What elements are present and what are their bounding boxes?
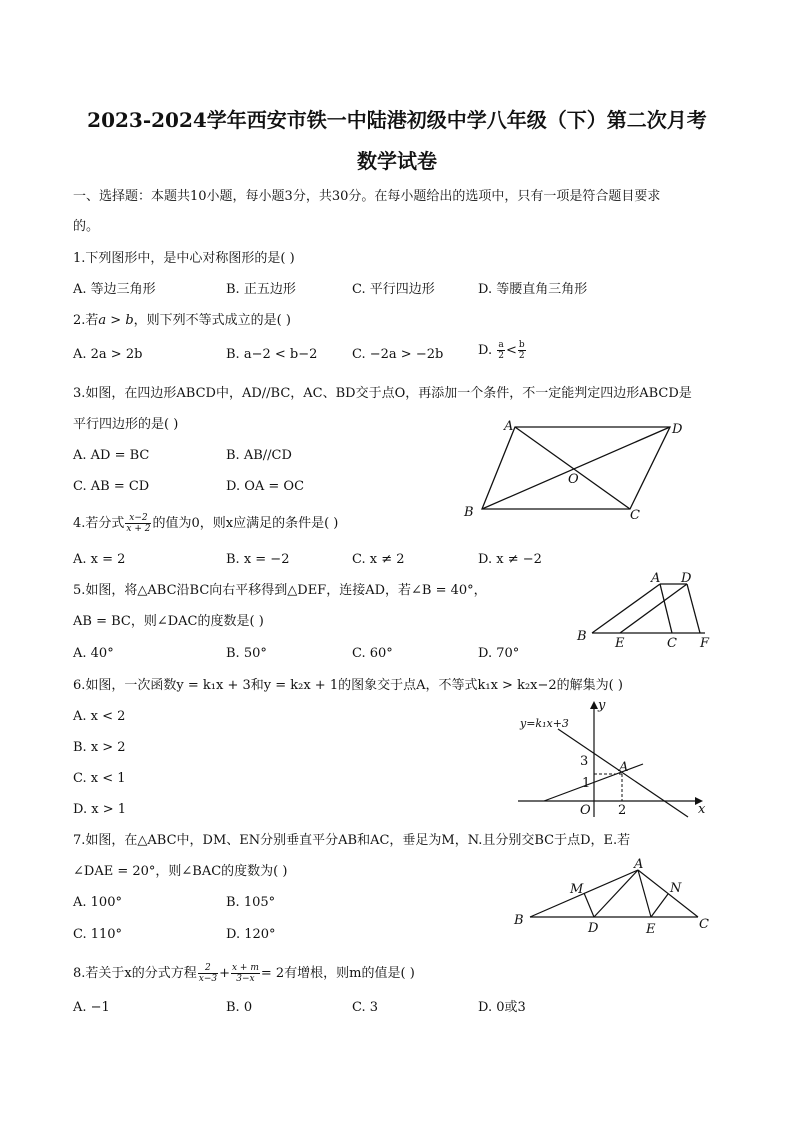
q7-option-b[interactable]: B. 105°: [226, 895, 276, 910]
q3-label-d: D: [672, 422, 683, 437]
q7-stem-cont: ∠DAE = 20°，则∠BAC的度数为( ): [73, 864, 288, 879]
q3-label-b: B: [464, 505, 474, 520]
q8-option-d[interactable]: D. 0或3: [478, 1000, 526, 1015]
section-instructions-cont: 的。: [73, 219, 100, 234]
q3-stem: 3.如图，在四边形ABCD中，AD//BC，AC、BD交于点O，再添加一个条件，不一定能判定四边形ABCD是: [73, 386, 692, 401]
q5-label-e: E: [615, 636, 625, 651]
page-subtitle: 数学试卷: [357, 149, 437, 173]
q2-option-a[interactable]: A. 2a > 2b: [73, 347, 143, 362]
q8-stem: 8.若关于x的分式方程 $\frac{2}{x-3}$ + $\frac{x + m}{3-x}$ = 2有增根，则m的值是( ): [73, 963, 415, 984]
q7-label-a: A: [634, 857, 644, 872]
q6-option-d[interactable]: D. x > 1: [73, 802, 126, 817]
q6-tick-3: 3: [580, 754, 589, 769]
q7-stem: 7.如图，在△ABC中，DM、EN分别垂直平分AB和AC，垂足为M，N.且分别交BC于点D，E.若: [73, 833, 631, 848]
page-title: 2023-2024学年西安市铁一中陆港初级中学八年级（下）第二次月考: [87, 108, 707, 132]
q4-option-b[interactable]: B. x = −2: [226, 552, 290, 567]
q4-option-d[interactable]: D. x ≠ −2: [478, 552, 542, 567]
q5-stem-cont: AB = BC，则∠DAC的度数是( ): [73, 614, 264, 629]
q7-label-e: E: [646, 922, 656, 937]
q5-stem: 5.如图，将△ABC沿BC向右平移得到△DEF，连接AD，若∠B = 40°，: [73, 583, 487, 598]
q2-option-d[interactable]: D. $\frac{a}{2}$ < $\frac{b}{2}$: [478, 340, 525, 361]
q4-option-c[interactable]: C. x ≠ 2: [352, 552, 405, 567]
q6-origin-label: O: [580, 803, 591, 818]
q3-label-c: C: [630, 508, 640, 523]
q8-option-a[interactable]: A. −1: [73, 1000, 110, 1015]
q6-point-a: A: [619, 760, 629, 775]
q4-option-a[interactable]: A. x = 2: [73, 552, 126, 567]
q6-x-axis-label: x: [698, 802, 706, 817]
q7-label-b: B: [514, 913, 524, 928]
q3-option-c[interactable]: C. AB = CD: [73, 479, 150, 494]
q5-translation-figure: [575, 570, 715, 650]
q6-line-label: y=k₁x+3: [520, 717, 569, 730]
q1-option-c[interactable]: C. 平行四边形: [352, 282, 435, 297]
q5-option-c[interactable]: C. 60°: [352, 646, 393, 661]
q6-option-b[interactable]: B. x > 2: [73, 740, 126, 755]
q6-tick-1: 1: [582, 776, 591, 791]
q5-option-d[interactable]: D. 70°: [478, 646, 520, 661]
q7-option-d[interactable]: D. 120°: [226, 927, 276, 942]
q5-label-a: A: [651, 571, 661, 586]
q3-stem-cont: 平行四边形的是( ): [73, 417, 179, 432]
q1-option-a[interactable]: A. 等边三角形: [73, 282, 156, 297]
q3-option-b[interactable]: B. AB//CD: [226, 448, 292, 463]
q2-option-b[interactable]: B. a−2 < b−2: [226, 347, 318, 362]
q8-option-b[interactable]: B. 0: [226, 1000, 253, 1015]
section-instructions: 一、选择题：本题共10小题，每小题3分，共30分。在每小题给出的选项中，只有一项是符合题目要求: [73, 189, 661, 204]
q3-label-a: A: [504, 419, 514, 434]
q7-label-d: D: [588, 921, 599, 936]
q7-triangle-figure: [510, 858, 715, 938]
q5-label-d: D: [681, 571, 692, 586]
q6-tick-2: 2: [618, 803, 627, 818]
q5-label-f: F: [700, 636, 710, 651]
q6-graph-figure: [510, 695, 715, 820]
q3-parallelogram-figure: [460, 415, 700, 525]
q5-label-b: B: [577, 629, 587, 644]
q7-option-c[interactable]: C. 110°: [73, 927, 123, 942]
q1-option-b[interactable]: B. 正五边形: [226, 282, 296, 297]
q1-stem: 1.下列图形中，是中心对称图形的是( ): [73, 251, 295, 266]
q7-label-n: N: [670, 881, 682, 896]
q3-label-o: O: [568, 472, 579, 487]
q5-label-c: C: [667, 636, 677, 651]
q7-label-c: C: [699, 917, 709, 932]
q8-option-c[interactable]: C. 3: [352, 1000, 379, 1015]
q1-option-d[interactable]: D. 等腰直角三角形: [478, 282, 588, 297]
q6-stem: 6.如图，一次函数y = k₁x + 3和y = k₂x + 1的图象交于点A，不等式k₁x > k₂x−2的解集为( ): [73, 678, 623, 693]
q7-option-a[interactable]: A. 100°: [73, 895, 122, 910]
q4-stem: 4.若分式 $\frac{x-2}{x + 2}$ 的值为0，则x应满足的条件是( ): [73, 513, 339, 534]
q6-y-axis-label: y: [598, 698, 606, 713]
q5-option-b[interactable]: B. 50°: [226, 646, 267, 661]
q6-option-a[interactable]: A. x < 2: [73, 709, 126, 724]
q3-option-d[interactable]: D. OA = OC: [226, 479, 305, 494]
q2-option-c[interactable]: C. −2a > −2b: [352, 347, 444, 362]
q7-label-m: M: [570, 882, 584, 897]
q5-option-a[interactable]: A. 40°: [73, 646, 114, 661]
q3-option-a[interactable]: A. AD = BC: [73, 448, 150, 463]
q6-option-c[interactable]: C. x < 1: [73, 771, 126, 786]
q2-stem: 2.若a > b，则下列不等式成立的是( ): [73, 313, 291, 328]
